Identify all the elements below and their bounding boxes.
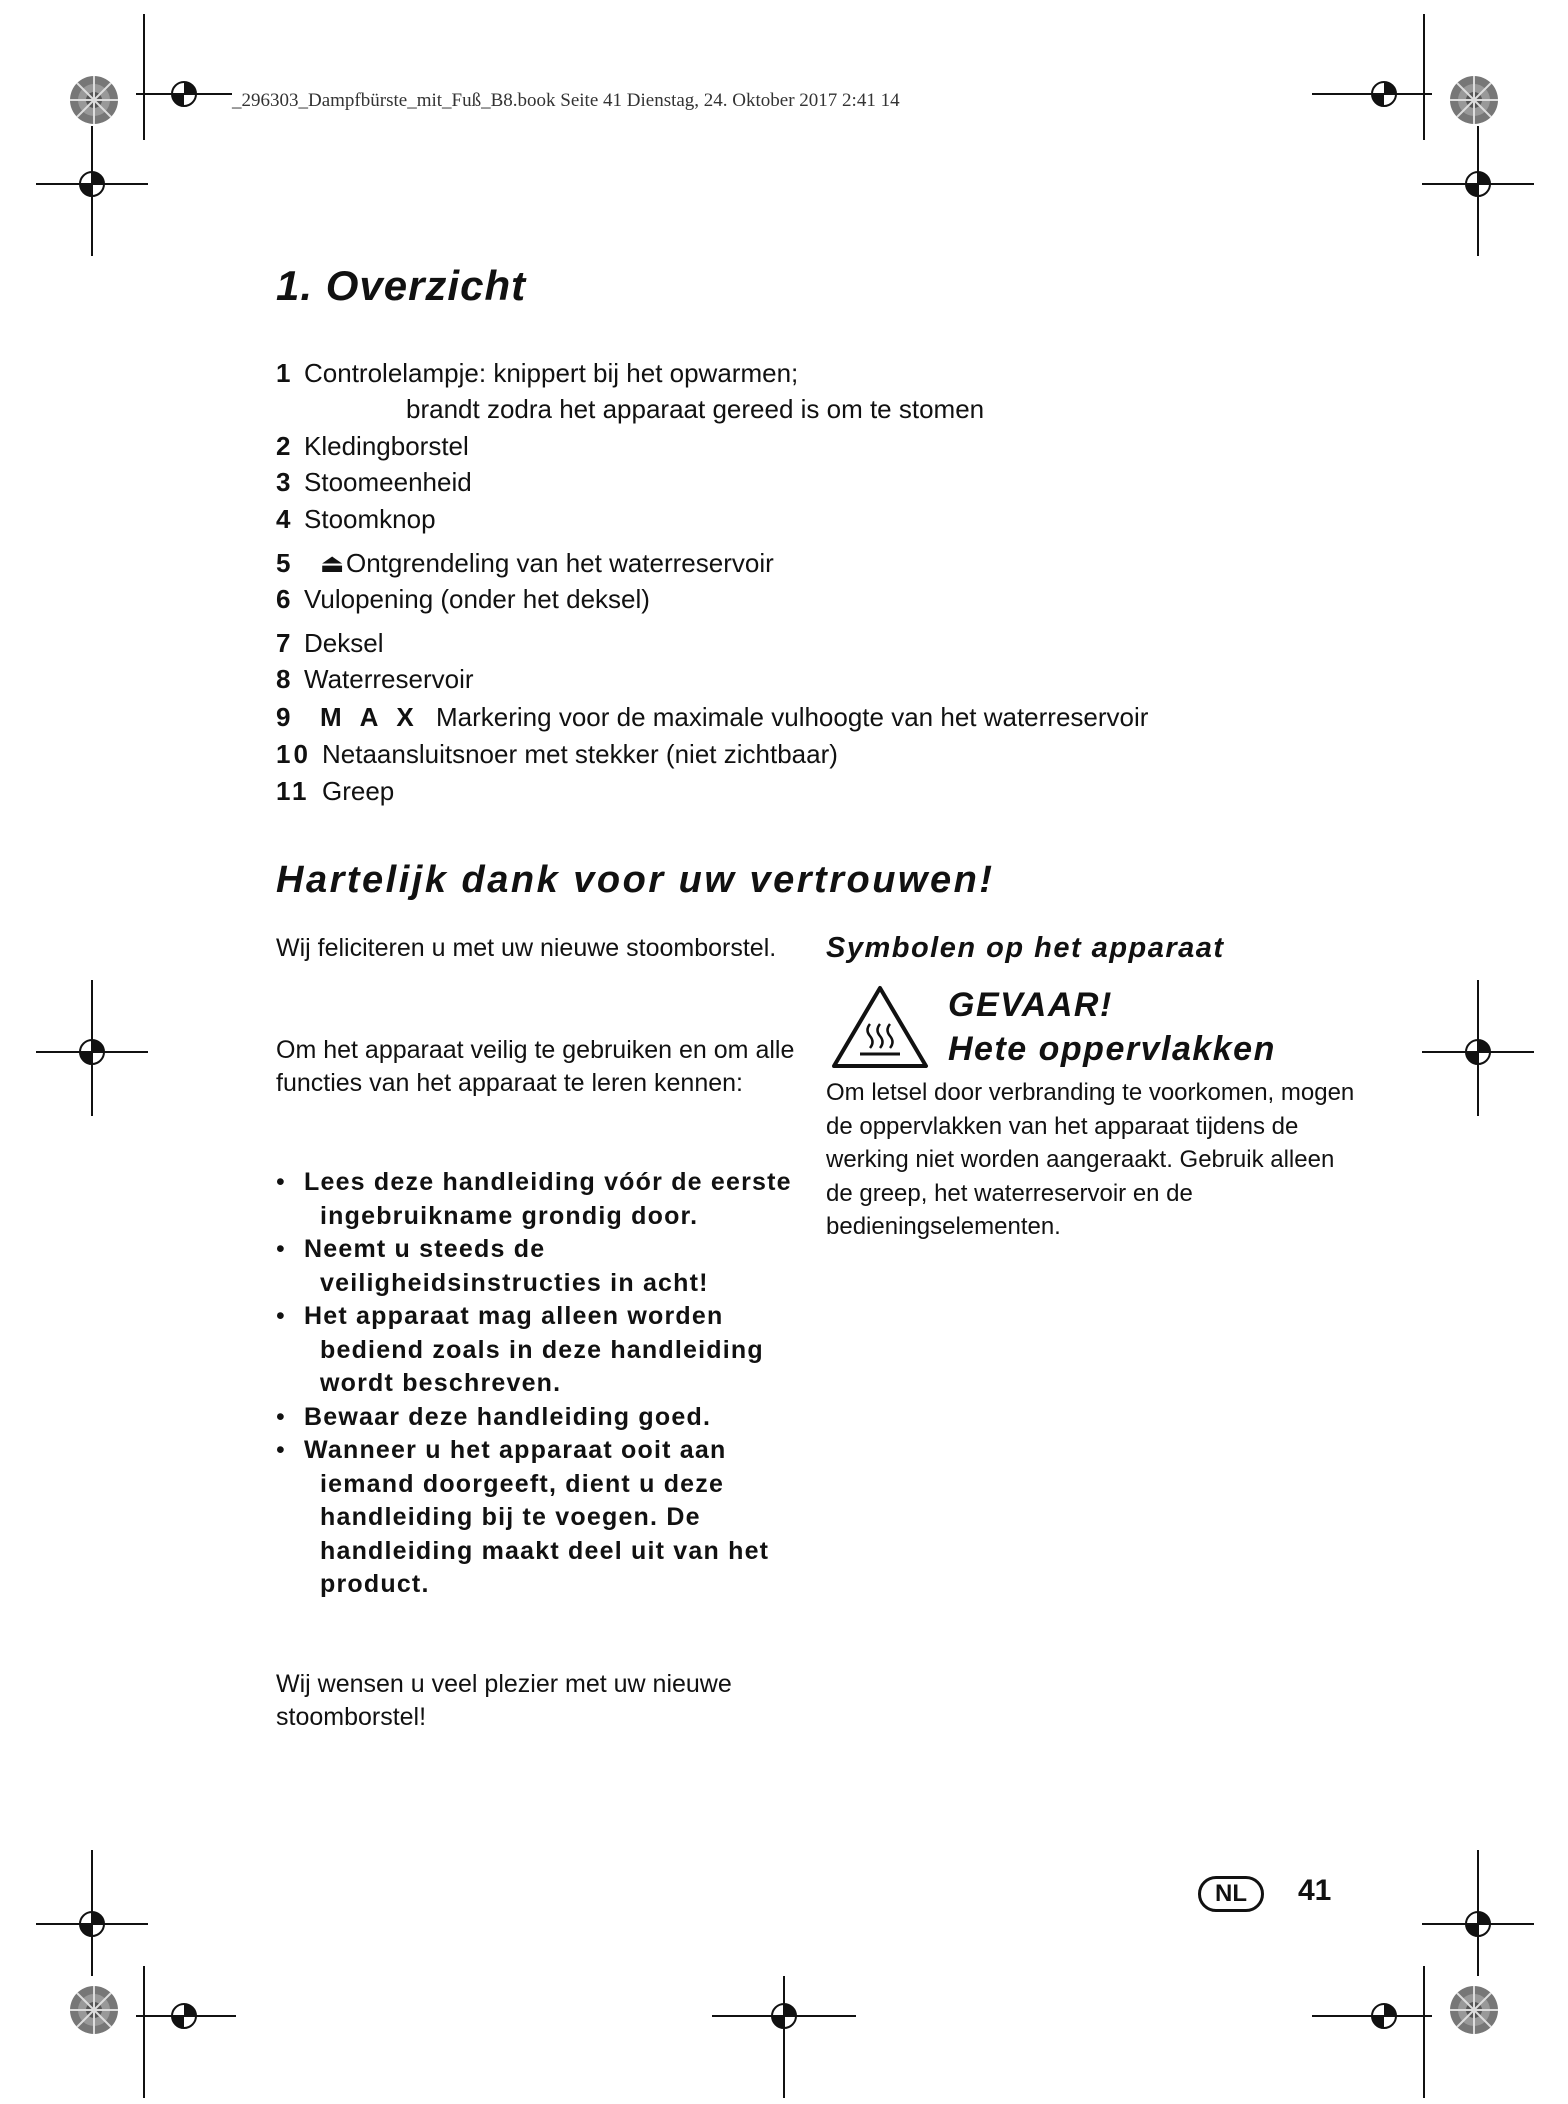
intro-paragraph: Wij feliciteren u met uw nieuwe stoomborstel.	[276, 934, 777, 962]
eject-icon: ⏏	[319, 548, 345, 578]
registration-star-bottom-left	[70, 1986, 118, 2034]
thanks-heading: Hartelijk dank voor uw vertrouwen!	[276, 859, 995, 901]
max-marking: MAX	[320, 702, 432, 732]
purpose-paragraph: Om het apparaat veilig te gebruiken en om alle functies van het apparaat te leren kennen:	[276, 1036, 795, 1097]
list-item: • Bewaar deze handleiding goed.	[276, 1402, 712, 1431]
crosshair-lower-right	[1422, 1850, 1534, 1976]
symbols-heading: Symbolen op het apparaat	[826, 932, 1225, 964]
overview-item-6: 6 Vulopening (onder het deksel)	[276, 584, 650, 614]
overview-item-11: 11 Greep	[276, 776, 395, 806]
list-item: • Neemt u steeds de veiligheidsinstructies in acht!	[276, 1235, 709, 1297]
warning-title: GEVAAR!	[948, 986, 1113, 1024]
crosshair-lower-left	[36, 1850, 148, 1976]
registration-star-top-right	[1450, 76, 1498, 124]
warning-text: Om letsel door verbranding te voorkomen, mogen de oppervlakken van het apparaat tijdens de werking niet worden aangeraakt. Gebruik alleen de greep, het waterreservoir en de bedieningselementen.	[826, 1079, 1355, 1240]
list-item: • Wanneer u het apparaat ooit aan iemand doorgeeft, dient u deze handleiding bij te voegen. De handleiding maakt deel uit van het product.	[276, 1436, 770, 1598]
overview-item-1: 1 Controlelampje: knippert bij het opwarmen;	[276, 358, 799, 388]
overview-item-2: 2 Kledingborstel	[276, 431, 469, 461]
crosshair-upper-right	[1422, 126, 1534, 256]
registration-star-top-left	[70, 76, 118, 124]
overview-item-10: 10 Netaansluitsnoer met stekker (niet zichtbaar)	[276, 739, 838, 769]
page-number: 41	[1298, 1874, 1332, 1907]
overview-heading: 1. Overzicht	[276, 262, 527, 309]
print-slug-line: _296303_Dampfbürste_mit_Fuß_B8.book Seite 41 Dienstag, 24. Oktober 2017 2:41 14	[232, 90, 900, 111]
warning-subtitle: Hete oppervlakken	[948, 1030, 1276, 1068]
list-item: • Lees deze handleiding vóór de eerste ingebruikname grondig door.	[276, 1168, 792, 1230]
crosshair-middle-left	[36, 980, 148, 1116]
instruction-list	[276, 1166, 816, 1602]
overview-item-3: 3 Stoomeenheid	[276, 467, 472, 497]
list-item: • Het apparaat mag alleen worden bediend zoals in deze handleiding wordt beschreven.	[276, 1302, 764, 1397]
overview-item-7: 7 Deksel	[276, 628, 384, 658]
crosshair-top-right	[1312, 14, 1432, 140]
crosshair-top-left	[136, 14, 232, 140]
registration-star-bottom-right	[1450, 1986, 1498, 2034]
language-badge: NL	[1198, 1876, 1264, 1912]
overview-item-4: 4 Stoomknop	[276, 504, 436, 534]
crosshair-upper-left	[36, 126, 148, 256]
closing-paragraph: Wij wensen u veel plezier met uw nieuwe stoomborstel!	[276, 1670, 732, 1731]
crosshair-middle-right	[1422, 980, 1534, 1116]
overview-item-1-continued: brandt zodra het apparaat gereed is om te stomen	[406, 394, 985, 424]
overview-item-9: 9 MAX Markering voor de maximale vulhoogte van het waterreservoir	[276, 702, 1149, 732]
overview-item-5: 5 ⏏Ontgrendeling van het waterreservoir	[276, 548, 774, 578]
crosshair-bottom-right	[1312, 1966, 1432, 2098]
crosshair-bottom-left	[136, 1966, 236, 2098]
hot-surface-warning-icon	[830, 984, 930, 1070]
overview-item-8: 8 Waterreservoir	[276, 664, 474, 694]
crosshair-bottom-center	[712, 1976, 856, 2098]
